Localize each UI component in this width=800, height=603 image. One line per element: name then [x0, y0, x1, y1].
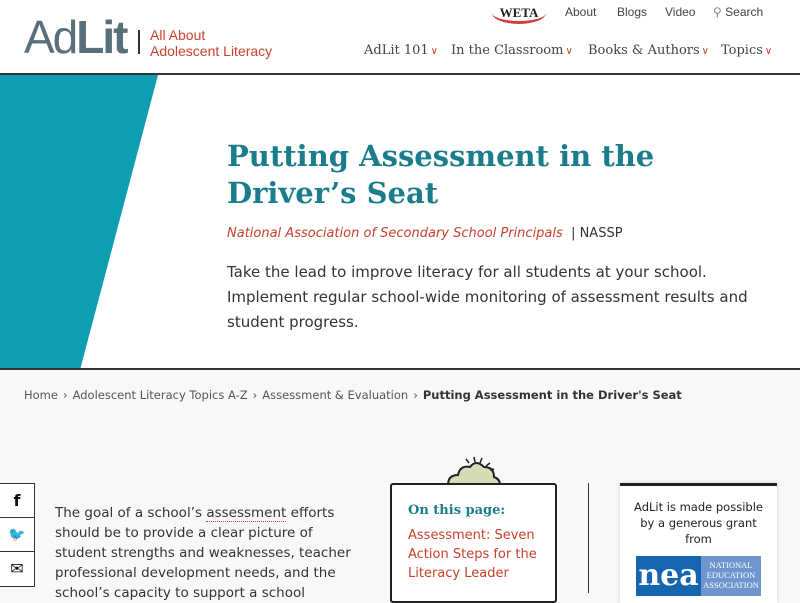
source-suffix: | NASSP [571, 226, 623, 241]
breadcrumb-home[interactable]: Home [24, 388, 58, 402]
body-text-part: The goal of a school’s [55, 505, 207, 521]
tagline [150, 27, 272, 59]
glossary-term-link[interactable]: assessment [206, 505, 287, 521]
breadcrumb-assessment[interactable]: Assessment & Evaluation [262, 388, 409, 402]
share-bar [0, 483, 35, 587]
source [227, 226, 623, 241]
nav-adlit101[interactable] [364, 43, 438, 58]
weta-logo[interactable]: WETA [492, 2, 546, 24]
chevron-right-icon: › [252, 388, 258, 402]
logo-text: Ad [24, 11, 77, 63]
logo-divider [138, 30, 140, 54]
source-link[interactable]: National Association of Secondary School Principals [227, 226, 563, 241]
nea-logo-mark: nea [636, 556, 701, 596]
nav-label: Books & Authors [588, 43, 700, 58]
nav-in-the-classroom[interactable] [451, 43, 573, 58]
twitter-icon[interactable]: 🐦 [0, 518, 34, 552]
nav-about[interactable]: About [565, 5, 597, 19]
breadcrumb [24, 388, 682, 402]
lead-text: Take the lead to improve literacy for all students at your school. Implement regular school-wide monitoring of assessment results and student progress. [227, 263, 748, 331]
cloud-icon [446, 455, 502, 485]
nea-logo[interactable] [636, 556, 761, 596]
nav-label: In the Classroom [451, 43, 564, 58]
body-text-part: efforts should be to provide a clear picture of student strengths and weaknesses, teacher professional development needs, and the school’s capacity to support a school [55, 505, 351, 601]
tagline-line: All About [150, 27, 206, 43]
nav-video[interactable]: Video [665, 5, 696, 19]
chevron-right-icon: › [413, 388, 418, 402]
on-this-page-link[interactable]: Assessment: Seven Action Steps for the Literacy Leader [408, 528, 537, 581]
on-this-page-title: On this page: [408, 503, 506, 518]
page-title: Putting Assessment in the Driver’s Seat [227, 139, 655, 210]
adlit-logo[interactable] [24, 11, 127, 63]
nav-topics[interactable] [721, 43, 772, 58]
facebook-icon[interactable]: f [0, 484, 34, 518]
body-text [55, 503, 365, 603]
email-icon[interactable]: ✉ [10, 559, 24, 578]
chevron-down-icon: ∨ [701, 46, 709, 57]
nav-blogs[interactable]: Blogs [617, 5, 648, 19]
breadcrumb-topics[interactable]: Adolescent Literacy Topics A-Z [72, 388, 248, 402]
nav-label: Topics [721, 43, 763, 58]
hero [0, 75, 800, 370]
chevron-right-icon: › [62, 388, 68, 402]
grant-box [620, 483, 777, 603]
hero-decoration [80, 75, 158, 370]
chevron-down-icon: ∨ [430, 46, 438, 57]
nea-logo-text: NATIONAL EDUCATION ASSOCIATION [701, 556, 761, 596]
on-this-page-box [390, 483, 557, 603]
breadcrumb-current: Putting Assessment in the Driver's Seat [422, 388, 682, 402]
divider [588, 483, 589, 593]
search-icon: ⚲ [713, 5, 722, 19]
site-header [0, 0, 800, 75]
search-label: Search [725, 5, 764, 19]
chevron-down-icon: ∨ [565, 46, 573, 57]
nav-label: AdLit 101 [364, 43, 429, 58]
nav-books-authors[interactable] [588, 43, 709, 58]
tagline-line: Adolescent Literacy [150, 43, 273, 59]
grant-text: AdLit is made possible by a generous grant from [634, 500, 763, 546]
chevron-down-icon: ∨ [764, 46, 773, 57]
search-button[interactable] [713, 5, 763, 19]
logo-text-bold: Lit [76, 11, 127, 63]
hero-decoration [0, 75, 80, 370]
